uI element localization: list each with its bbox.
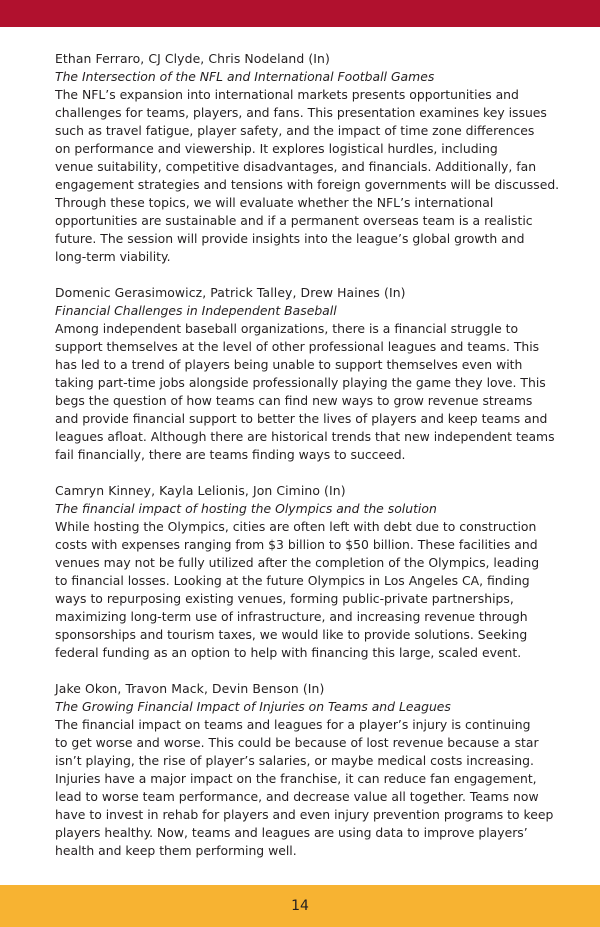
bottom-footer-bar <box>0 885 600 927</box>
abstract-line: and provide financial support to better the lives of players and keep teams and <box>55 411 548 426</box>
entry-authors: Ethan Ferraro, CJ Clyde, Chris Nodeland (In) <box>55 51 330 66</box>
entry-title: The Growing Financial Impact of Injuries on Teams and Leagues <box>55 699 451 714</box>
abstract-line: sponsorships and tourism taxes, we would like to provide solutions. Seeking <box>55 627 528 642</box>
abstract-entry <box>55 482 555 662</box>
entry-abstract <box>55 716 555 860</box>
page-number: 14 <box>291 898 309 914</box>
abstract-line: fail financially, there are teams finding ways to succeed. <box>55 447 406 462</box>
abstract-line: such as travel fatigue, player safety, and the impact of time zone differences <box>55 123 535 138</box>
abstract-line: While hosting the Olympics, cities are often left with debt due to construction <box>55 519 537 534</box>
abstract-line: The NFL’s expansion into international markets presents opportunities and <box>55 87 519 102</box>
abstract-line: on performance and viewership. It explores logistical hurdles, including <box>55 141 498 156</box>
entry-title: The financial impact of hosting the Olympics and the solution <box>55 501 437 516</box>
abstract-line: have to invest in rehab for players and even injury prevention programs to keep <box>55 807 554 822</box>
abstract-line: health and keep them performing well. <box>55 843 297 858</box>
abstract-line: challenges for teams, players, and fans. This presentation examines key issues <box>55 105 547 120</box>
abstract-line: federal funding as an option to help with financing this large, scaled event. <box>55 645 522 660</box>
abstract-line: engagement strategies and tensions with foreign governments will be discussed. <box>55 177 560 192</box>
abstract-line: The financial impact on teams and leagues for a player’s injury is continuing <box>55 717 531 732</box>
abstract-line: taking part-time jobs alongside professionally playing the game they love. This <box>55 375 546 390</box>
abstract-line: lead to worse team performance, and decrease value all together. Teams now <box>55 789 539 804</box>
abstracts-content <box>55 50 560 878</box>
abstract-line: support themselves at the level of other professional leagues and teams. This <box>55 339 540 354</box>
abstract-line: has led to a trend of players being unable to support themselves even with <box>55 357 523 372</box>
abstract-entry <box>55 680 555 860</box>
abstract-line: leagues afloat. Although there are historical trends that new independent teams <box>55 429 555 444</box>
entry-title: The Intersection of the NFL and International Football Games <box>55 69 435 84</box>
entry-abstract <box>55 518 555 662</box>
abstract-line: to financial losses. Looking at the future Olympics in Los Angeles CA, finding <box>55 573 530 588</box>
entry-authors: Jake Okon, Travon Mack, Devin Benson (In) <box>55 681 325 696</box>
abstract-line: venues may not be fully utilized after the completion of the Olympics, leading <box>55 555 540 570</box>
abstract-line: long-term viability. <box>55 249 171 264</box>
abstract-line: to get worse and worse. This could be because of lost revenue because a star <box>55 735 539 750</box>
abstract-line: ways to repurposing existing venues, forming public-private partnerships, <box>55 591 514 606</box>
abstract-line: Through these topics, we will evaluate whether the NFL’s international <box>55 195 494 210</box>
abstract-line: Injuries have a major impact on the franchise, it can reduce fan engagement, <box>55 771 537 786</box>
abstract-entry <box>55 284 555 464</box>
abstract-line: isn’t playing, the rise of player’s salaries, or maybe medical costs increasing. <box>55 753 534 768</box>
abstract-line: Among independent baseball organizations, there is a financial struggle to <box>55 321 519 336</box>
abstract-line: players healthy. Now, teams and leagues are using data to improve players’ <box>55 825 528 840</box>
entry-authors: Domenic Gerasimowicz, Patrick Talley, Drew Haines (In) <box>55 285 406 300</box>
abstract-line: venue suitability, competitive disadvantages, and financials. Additionally, fan <box>55 159 537 174</box>
top-decorative-bar <box>0 0 600 27</box>
entry-authors: Camryn Kinney, Kayla Lelionis, Jon Cimino (In) <box>55 483 346 498</box>
abstract-entry <box>55 50 560 266</box>
entry-title: Financial Challenges in Independent Baseball <box>55 303 337 318</box>
abstract-line: maximizing long-term use of infrastructure, and increasing revenue through <box>55 609 528 624</box>
abstract-line: future. The session will provide insights into the league’s global growth and <box>55 231 525 246</box>
entry-abstract <box>55 86 560 266</box>
abstract-line: costs with expenses ranging from $3 billion to $50 billion. These facilities and <box>55 537 538 552</box>
entry-abstract <box>55 320 555 464</box>
abstract-line: begs the question of how teams can find new ways to grow revenue streams <box>55 393 533 408</box>
abstract-line: opportunities are sustainable and if a permanent overseas team is a realistic <box>55 213 533 228</box>
